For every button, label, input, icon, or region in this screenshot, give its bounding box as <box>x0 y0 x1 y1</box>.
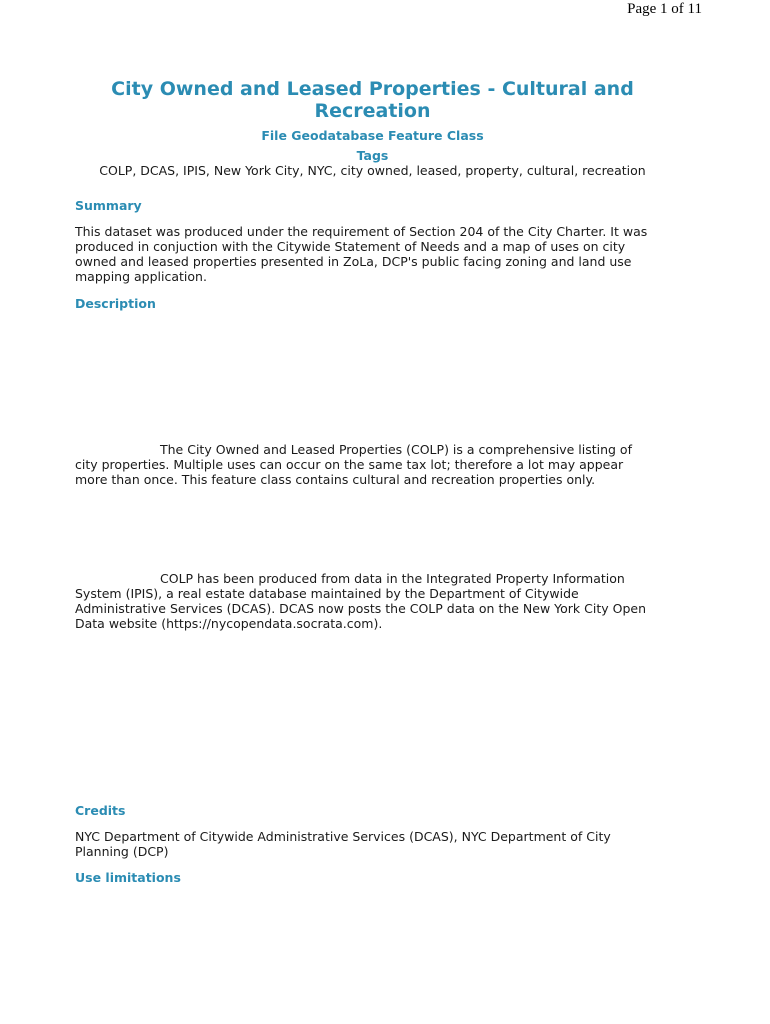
credits-text: NYC Department of Citywide Administrative Services (DCAS), NYC Department of City Planning (DCP) <box>75 829 611 859</box>
credits-heading: Credits <box>75 803 126 818</box>
description-paragraph-1 <box>75 442 655 487</box>
description-heading: Description <box>75 296 156 311</box>
description-paragraph-1-text: The City Owned and Leased Properties (COLP) is a comprehensive listing of city properties. Multiple uses can occur on the same tax lot; therefore a lot may appear more than once. This feature class contains cultural and recreation properties only. <box>75 442 632 487</box>
document-title: City Owned and Leased Properties - Cultural and Recreation <box>111 78 634 122</box>
document-subtitle: File Geodatabase Feature Class <box>261 128 484 143</box>
summary-text: This dataset was produced under the requirement of Section 204 of the City Charter. It was produced in conjuction with the Citywide Statement of Needs and a map of uses on city owned and leased properties presented in ZoLa, DCP's public facing zoning and land use mapping application. <box>75 224 648 284</box>
tags-heading: Tags <box>356 148 389 163</box>
page-number: Page 1 of 11 <box>627 1 702 17</box>
description-paragraph-2 <box>75 571 655 631</box>
description-paragraph-2-text: COLP has been produced from data in the Integrated Property Information System (IPIS), a real estate database maintained by the Department of Citywide Administrative Services (DCAS). DCAS now posts the COLP data on the New York City Open Data website (https://nycopendata.socrata.com). <box>75 571 647 631</box>
summary-heading: Summary <box>75 198 142 213</box>
tags-text: COLP, DCAS, IPIS, New York City, NYC, city owned, leased, property, cultural, recreation <box>99 163 646 178</box>
use-limitations-heading: Use limitations <box>75 870 181 885</box>
